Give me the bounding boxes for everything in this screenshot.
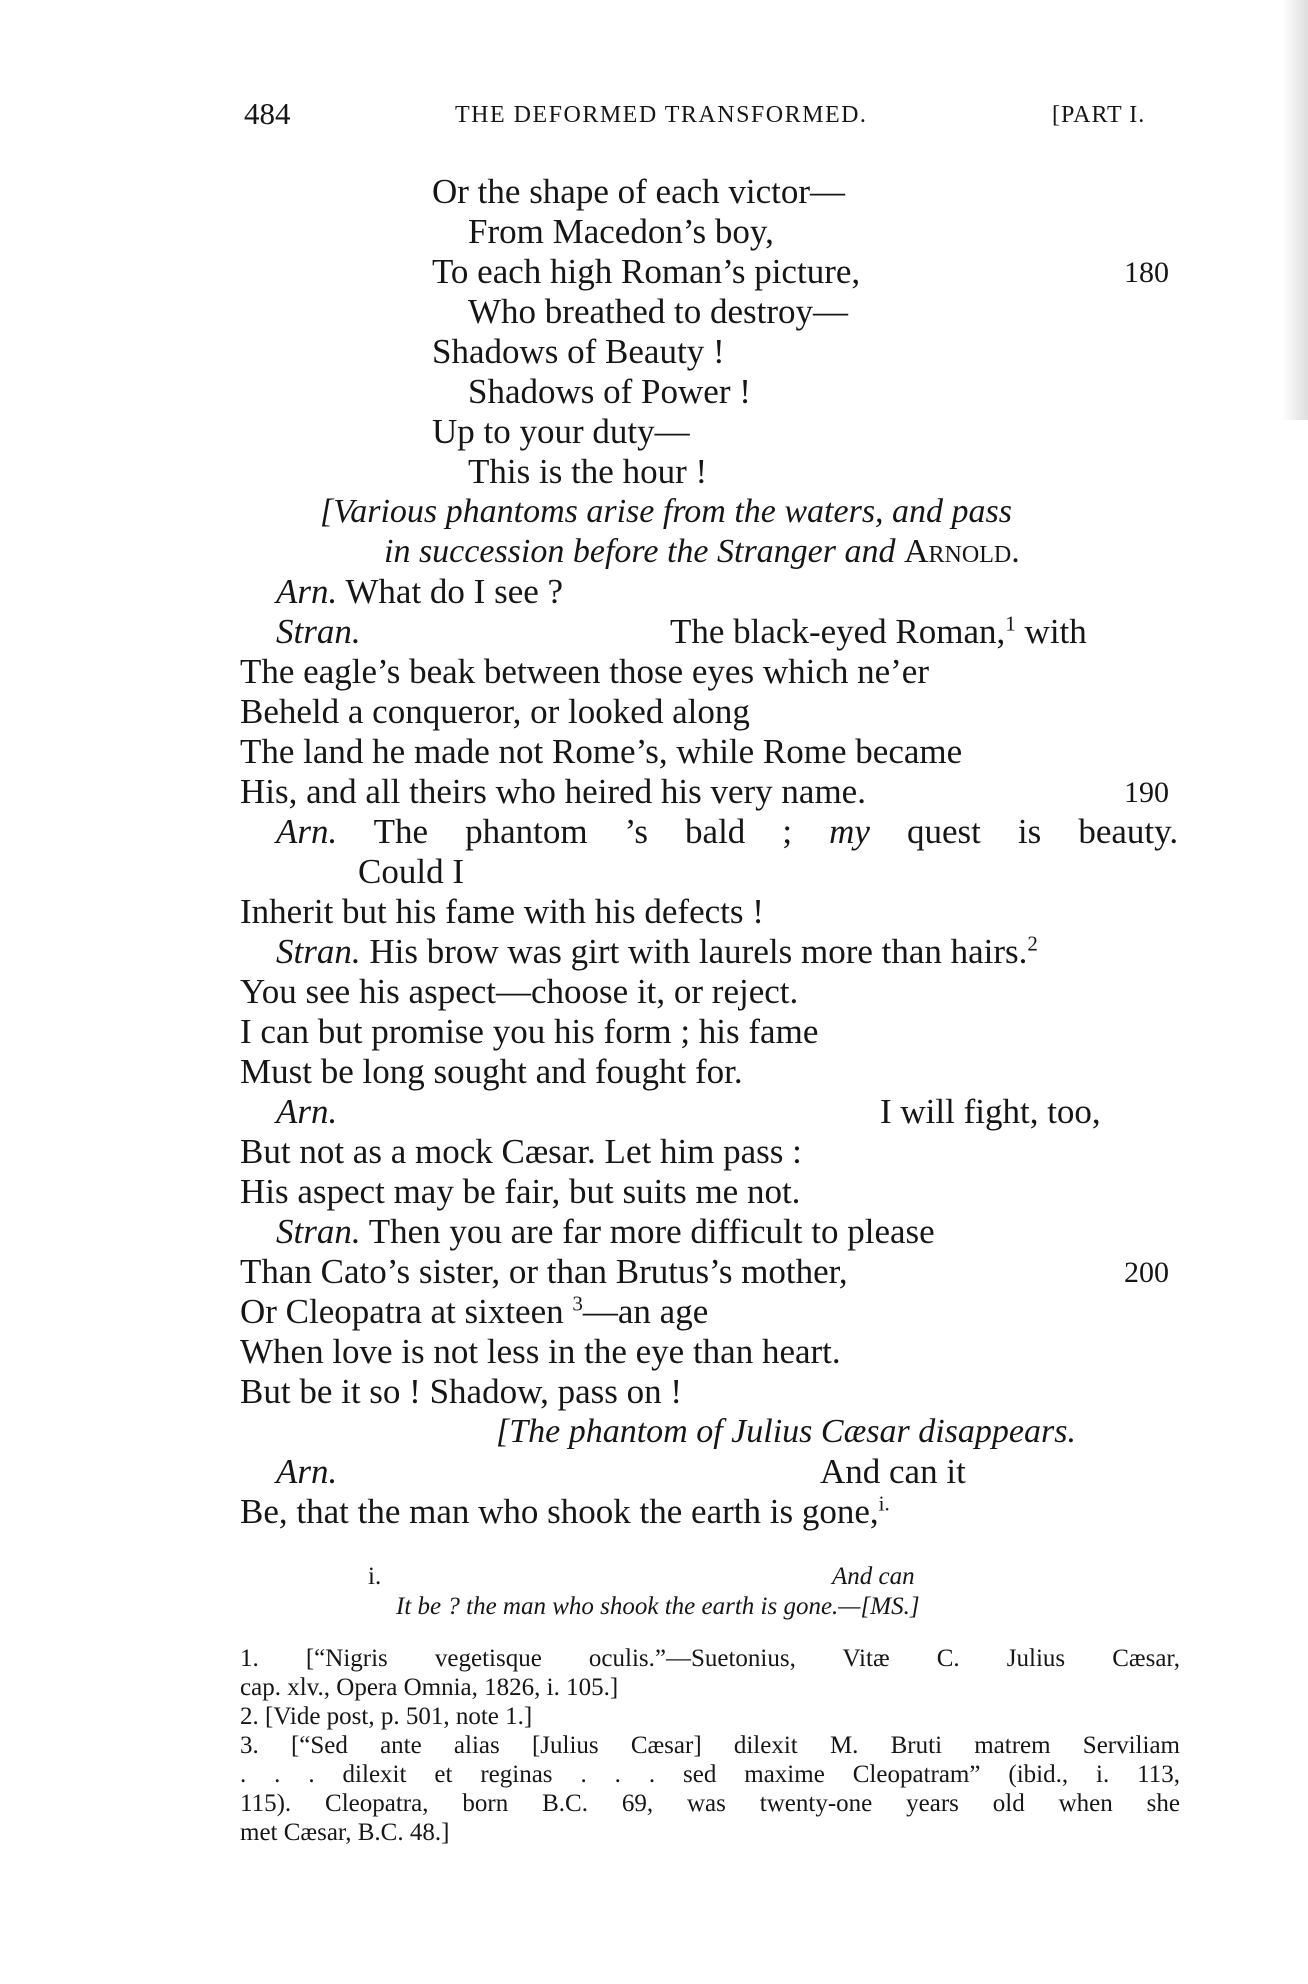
speech-line: But be it so ! Shadow, pass on !: [240, 1372, 683, 1411]
footnote: 3. [“Sed ante alias [Julius Cæsar] dilexit M. Bruti matrem Serviliam: [240, 1732, 1180, 1759]
footnote-ref: 2: [1027, 931, 1038, 956]
page-edge-shadow: [1282, 0, 1308, 420]
speech-line: The black-eyed Roman,$^1$ with: [670, 611, 1087, 651]
page-number: 484: [244, 96, 291, 131]
speech-line: And can it: [820, 1452, 966, 1491]
footnote-continued: . . . dilexit et reginas . . . sed maxime Cleopatram” (ibid., i. 113,: [240, 1761, 1180, 1788]
stage-direction-continued: in succession before the Stranger and Arnold.: [384, 533, 1020, 570]
verse-line: This is the hour !: [468, 452, 708, 491]
footnote-continued: met Cæsar, B.C. 48.]: [240, 1819, 450, 1846]
verse-line: From Macedon’s boy,: [468, 212, 774, 251]
verse-line: Up to your duty—: [432, 412, 690, 451]
speaker-name: Stran.: [276, 612, 361, 651]
speech-line: But not as a mock Cæsar. Let him pass :: [240, 1132, 802, 1171]
textual-note-line: It be ? the man who shook the earth is gone.—[MS.]: [396, 1593, 920, 1620]
footnote: 1. [“Nigris vegetisque oculis.”—Suetonius, Vitæ C. Julius Cæsar,: [240, 1645, 1180, 1672]
textual-note-ref: i.: [878, 1491, 890, 1516]
speech-line: When love is not less in the eye than heart.: [240, 1332, 841, 1371]
speech-line: Than Cato’s sister, or than Brutus’s mother,: [240, 1252, 848, 1291]
speech-line: His, and all theirs who heired his very name.: [240, 772, 866, 811]
line-number: 190: [1124, 776, 1169, 809]
verse-line: Shadows of Beauty !: [432, 332, 725, 371]
speech-line: The eagle’s beak between those eyes which ne’er: [240, 652, 929, 691]
verse-line: To each high Roman’s picture,: [432, 252, 861, 291]
line-number: 200: [1124, 1256, 1169, 1289]
verse-line: Who breathed to destroy—: [468, 292, 849, 331]
speaker-name: Arn.: [276, 1092, 338, 1131]
speech-line: Arn. What do I see ?: [276, 572, 564, 611]
speaker-name: Arn.: [276, 1452, 338, 1491]
line-number: 180: [1124, 256, 1169, 289]
footnote-continued: cap. xlv., Opera Omnia, 1826, i. 105.]: [240, 1674, 619, 1701]
footnote-ref: 1: [1005, 611, 1016, 636]
textual-note-marker: i.: [368, 1563, 382, 1590]
running-header: [0, 96, 1308, 136]
footnote-ref: 3: [572, 1291, 583, 1316]
speech-line: Must be long sought and fought for.: [240, 1052, 743, 1091]
stage-direction: [Various phantoms arise from the waters, and pass: [320, 493, 1013, 530]
speech-line: Beheld a conqueror, or looked along: [240, 692, 750, 731]
speech-line: Inherit but his fame with his defects !: [240, 892, 764, 931]
speech-line: Or Cleopatra at sixteen $^3$—an age: [240, 1291, 709, 1331]
speech-line: His aspect may be fair, but suits me not.: [240, 1172, 801, 1211]
textual-note-line: And can: [832, 1563, 915, 1590]
footnote-continued: 115). Cleopatra, born B.C. 69, was twenty-one years old when she: [240, 1790, 1180, 1817]
speech-line: The land he made not Rome’s, while Rome became: [240, 732, 963, 771]
speech-line: You see his aspect—choose it, or reject.: [240, 972, 799, 1011]
speech-line: Arn. The phantom ’s bald ; my quest is beauty.: [276, 812, 1179, 851]
speech-line: Stran. Then you are far more difficult to please: [276, 1212, 935, 1251]
part-label: [PART I.: [1052, 102, 1146, 128]
stage-direction: [The phantom of Julius Cæsar disappears.: [496, 1413, 1076, 1450]
verse-line: Or the shape of each victor—: [432, 172, 846, 211]
running-title: THE DEFORMED TRANSFORMED.: [455, 102, 868, 128]
speech-line: I can but promise you his form ; his fame: [240, 1012, 819, 1051]
speech-line: I will fight, too,: [880, 1092, 1101, 1131]
footnote: 2. [Vide post, p. 501, note 1.]: [240, 1703, 533, 1730]
speech-line: Stran. His brow was girt with laurels more than hairs.$^2$: [276, 931, 1038, 971]
speech-line: Could I: [358, 852, 464, 891]
speech-line: Be, that the man who shook the earth is gone,$^{i.}$: [240, 1491, 890, 1531]
verse-line: Shadows of Power !: [468, 372, 751, 411]
